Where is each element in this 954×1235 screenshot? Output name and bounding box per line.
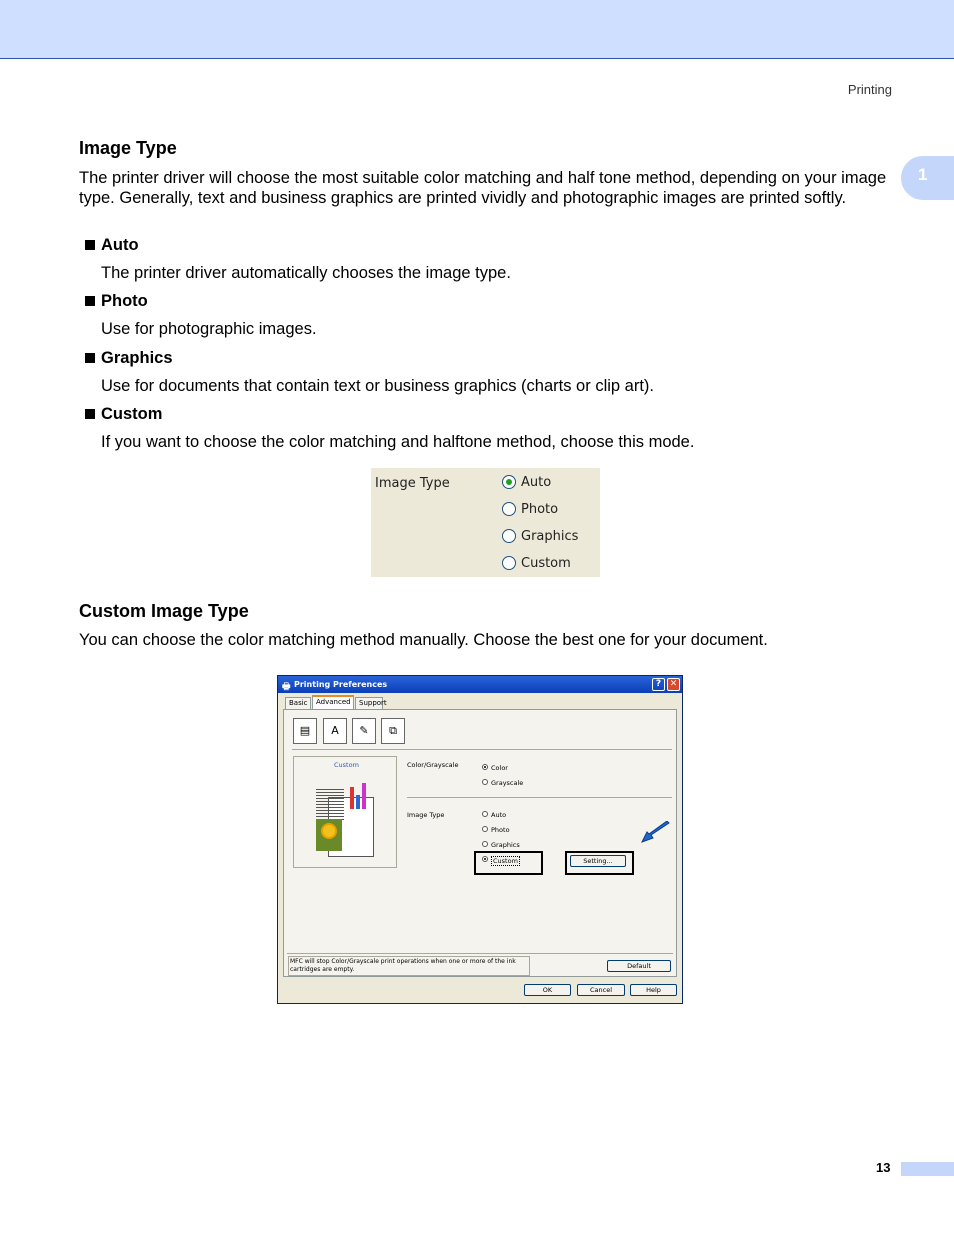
scaling-icon[interactable]: A: [323, 718, 347, 744]
bullet-square-icon: [85, 409, 95, 419]
bullet-square-icon: [85, 353, 95, 363]
ok-button[interactable]: OK: [524, 984, 571, 996]
chart-bar-icon: [362, 783, 366, 809]
radio-auto[interactable]: [482, 811, 488, 817]
advanced-pane: [283, 709, 677, 977]
printing-preferences-dialog: [277, 675, 683, 1004]
radio-label-graphics: Graphics: [521, 529, 579, 544]
color-grayscale-label: Color/Grayscale: [407, 761, 459, 769]
bullet-desc-custom: If you want to choose the color matching and halftone method, choose this mode.: [101, 433, 695, 451]
help-button[interactable]: Help: [630, 984, 677, 996]
highlight-frame-custom: [474, 851, 543, 875]
close-button[interactable]: ✕: [667, 678, 680, 691]
bullet-square-icon: [85, 240, 95, 250]
chapter-number: 1: [918, 165, 928, 184]
preview-box: [293, 756, 397, 868]
image-type-label: Image Type: [407, 811, 445, 819]
tab-support[interactable]: Support: [355, 697, 383, 709]
divider: [292, 749, 672, 750]
radio-label-color: Color: [491, 764, 508, 772]
bullet-auto: [85, 236, 139, 255]
chart-bar-icon: [356, 795, 360, 809]
radio-photo[interactable]: [502, 502, 516, 516]
radio-label-graphics: Graphics: [491, 841, 520, 849]
section-intro-custom-image-type: You can choose the color matching method manually. Choose the best one for your document.: [79, 631, 768, 649]
divider: [287, 953, 673, 954]
tab-basic[interactable]: Basic: [285, 697, 311, 709]
radio-auto[interactable]: [502, 475, 516, 489]
help-title-button[interactable]: ?: [652, 678, 665, 691]
text-lines-icon: [316, 789, 344, 821]
highlight-frame-setting: [565, 851, 634, 875]
bullet-label: Graphics: [101, 349, 173, 367]
device-options-icon[interactable]: ⧉: [381, 718, 405, 744]
section-intro-image-type: The printer driver will choose the most suitable color matching and half tone method, depending on your image type. Generally, text and business graphics are printed vividly and photographic images are printed softly.: [79, 169, 887, 207]
radio-label-custom: Custom: [493, 857, 518, 865]
dialog-titlebar: [278, 676, 682, 693]
running-title: Printing: [847, 82, 892, 97]
cancel-button[interactable]: Cancel: [577, 984, 625, 996]
bullet-custom: [85, 405, 162, 424]
bullet-photo: [85, 292, 148, 311]
radio-grayscale[interactable]: [482, 779, 488, 785]
pointer-arrow-icon: [639, 821, 671, 845]
setting-button[interactable]: Setting...: [570, 855, 626, 867]
bullet-label: Custom: [101, 405, 163, 423]
watermark-icon[interactable]: ✎: [352, 718, 376, 744]
bullet-square-icon: [85, 296, 95, 306]
page-number: 13: [876, 1160, 891, 1175]
default-button[interactable]: Default: [607, 960, 671, 972]
radio-label-photo: Photo: [521, 502, 559, 517]
section-title-custom-image-type: Custom Image Type: [79, 601, 249, 621]
printer-icon: 🖶: [282, 682, 291, 692]
bullet-desc-photo: Use for photographic images.: [101, 320, 317, 338]
status-message: MFC will stop Color/Grayscale print operations when one or more of the ink cartridges are empty.: [288, 956, 530, 976]
radio-graphics[interactable]: [502, 529, 516, 543]
color-settings-icon[interactable]: ▤: [293, 718, 317, 744]
section-title-image-type: Image Type: [79, 138, 177, 158]
dialog-title: Printing Preferences: [294, 680, 388, 689]
bullet-label: Auto: [101, 236, 139, 254]
radio-label-photo: Photo: [491, 826, 510, 834]
radio-color[interactable]: [482, 764, 488, 770]
radio-label-grayscale: Grayscale: [491, 779, 524, 787]
radio-label-auto: Auto: [521, 475, 552, 490]
bullet-graphics: [85, 349, 173, 368]
preview-label: Custom: [334, 761, 359, 769]
radio-label-custom: Custom: [521, 556, 571, 571]
radio-graphics[interactable]: [482, 841, 488, 847]
radio-photo[interactable]: [482, 826, 488, 832]
tab-advanced[interactable]: Advanced: [312, 695, 354, 709]
page-number-bar: [901, 1162, 954, 1176]
image-type-label: Image Type: [375, 476, 450, 491]
chart-bar-icon: [350, 787, 354, 809]
image-type-panel: [371, 468, 600, 577]
radio-custom[interactable]: [502, 556, 516, 570]
bullet-desc-graphics: Use for documents that contain text or business graphics (charts or clip art).: [101, 377, 654, 395]
chapter-tab: [901, 156, 954, 200]
divider: [407, 797, 672, 798]
bullet-label: Photo: [101, 292, 148, 310]
bullet-desc-auto: The printer driver automatically chooses the image type.: [101, 264, 511, 282]
header-band: [0, 0, 954, 59]
sunflower-image-icon: [316, 819, 342, 851]
radio-label-auto: Auto: [491, 811, 507, 819]
